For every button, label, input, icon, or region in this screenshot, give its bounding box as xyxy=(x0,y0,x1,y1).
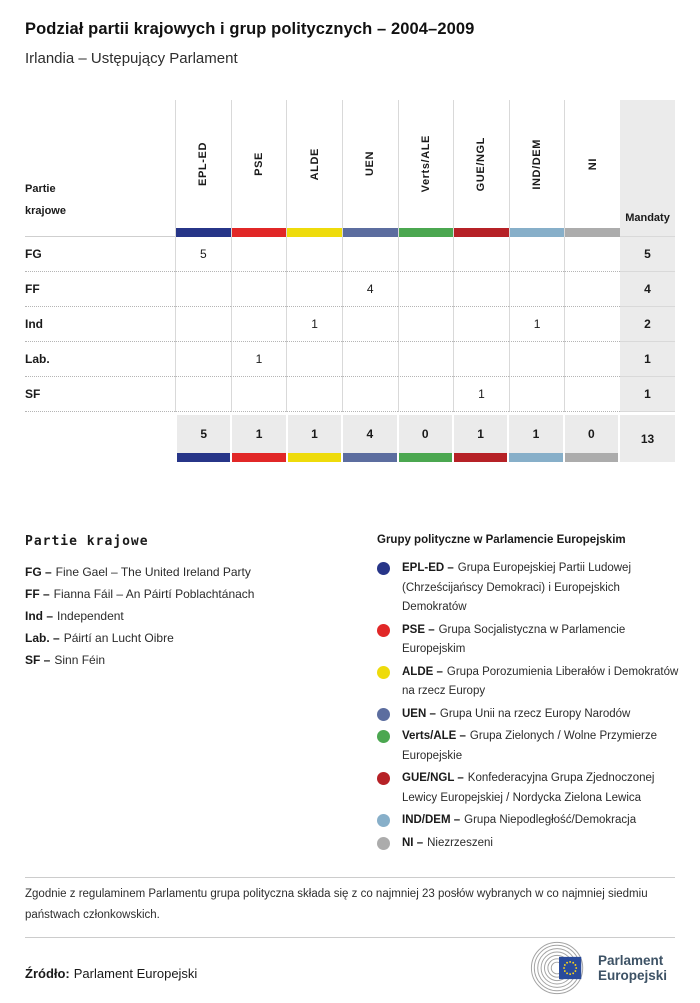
total-cell: 5 xyxy=(177,415,230,453)
legend-dot xyxy=(377,837,390,850)
color-bar xyxy=(287,228,342,237)
party-legend-title: Partie krajowe xyxy=(25,534,149,549)
color-bar xyxy=(288,453,341,462)
total-cell: 0 xyxy=(399,415,452,453)
mandaty-cell: 4 xyxy=(620,272,675,307)
legend-item: UEN – Grupa Unii na rzecz Europy Narodów xyxy=(377,705,679,725)
color-bar xyxy=(510,228,565,237)
group-legend-title: Grupy polityczne w Parlamencie Europejskim xyxy=(377,534,626,546)
page-subtitle: Irlandia – Ustępujący Parlament xyxy=(25,50,238,67)
color-bar xyxy=(176,228,231,237)
legend-item: NI – Niezrzeszeni xyxy=(377,834,679,854)
group-header: NI xyxy=(564,100,620,237)
table-row xyxy=(25,307,675,342)
table-cell xyxy=(398,342,454,377)
table-cell xyxy=(453,237,509,272)
table-cell xyxy=(231,377,287,412)
logo-text: Parlament Europejski xyxy=(598,952,668,983)
european-parliament-logo xyxy=(529,941,667,995)
legend-item: SF – Sinn Féin xyxy=(25,653,106,667)
legend-item: PSE – Grupa Socjalistyczna w Parlamencie Europejskim xyxy=(377,621,679,660)
table-cell xyxy=(398,377,454,412)
mandaty-total-cell: 13 xyxy=(620,415,675,462)
party-label: FF xyxy=(25,272,175,307)
table-cell xyxy=(342,237,398,272)
table-cell xyxy=(175,307,231,342)
group-header: ALDE xyxy=(286,100,342,237)
table-cell xyxy=(564,377,620,412)
total-cell: 0 xyxy=(565,415,618,453)
total-cell: 1 xyxy=(454,415,507,453)
group-header: UEN xyxy=(342,100,398,237)
table-row xyxy=(25,272,675,307)
table-cell xyxy=(564,307,620,342)
table-row xyxy=(25,377,675,412)
table-cell xyxy=(564,237,620,272)
group-header: Verts/ALE xyxy=(398,100,454,237)
table-cell xyxy=(509,342,565,377)
group-header: IND/DEM xyxy=(509,100,565,237)
table-row xyxy=(25,237,675,272)
table-cell xyxy=(231,237,287,272)
legend-dot xyxy=(377,814,390,827)
legend-item: ALDE – Grupa Porozumienia Liberałów i Demokratów na rzecz Europy xyxy=(377,663,679,702)
color-bar xyxy=(343,228,398,237)
legend-item: GUE/NGL – Konfederacyjna Grupa Zjednoczonej Lewicy Europejskiej / Nordycka Zielona Lewica xyxy=(377,769,679,808)
table-header-row xyxy=(25,100,675,237)
color-bar xyxy=(343,453,396,462)
table-cell xyxy=(175,377,231,412)
divider xyxy=(25,937,675,938)
parliament-hemicycle-icon xyxy=(529,941,589,995)
total-cell: 1 xyxy=(288,415,341,453)
source-label: Źródło: xyxy=(25,966,70,981)
table-cell xyxy=(564,272,620,307)
party-label: FG xyxy=(25,237,175,272)
total-cell: 4 xyxy=(343,415,396,453)
table-cell xyxy=(286,342,342,377)
legend-dot xyxy=(377,730,390,743)
color-bar xyxy=(509,453,562,462)
table-cell: 5 xyxy=(175,237,231,272)
color-bar xyxy=(565,228,620,237)
table-cell xyxy=(342,377,398,412)
footnote: Zgodnie z regulaminem Parlamentu grupa polityczna składa się z co najmniej 23 posłów wybranych w co najmniej siedmiu państwach członkowskich. xyxy=(25,888,648,921)
color-bar xyxy=(399,453,452,462)
divider xyxy=(25,877,675,878)
table-cell xyxy=(231,272,287,307)
table-cell: 1 xyxy=(509,307,565,342)
legend-dot xyxy=(377,624,390,637)
source-value: Parlament Europejski xyxy=(73,966,198,981)
group-legend xyxy=(377,534,679,856)
seats-table xyxy=(25,100,675,462)
table-cell xyxy=(509,272,565,307)
table-cell xyxy=(398,307,454,342)
mandaty-cell: 1 xyxy=(620,377,675,412)
table-cell xyxy=(398,237,454,272)
total-cell: 1 xyxy=(232,415,285,453)
table-cell: 1 xyxy=(453,377,509,412)
table-cell xyxy=(286,272,342,307)
color-bar xyxy=(232,228,287,237)
table-cell xyxy=(175,342,231,377)
legend-item: Verts/ALE – Grupa Zielonych / Wolne Przymierze Europejskie xyxy=(377,727,679,766)
table-cell: 1 xyxy=(231,342,287,377)
legend-item: IND/DEM – Grupa Niepodległość/Demokracja xyxy=(377,811,679,831)
page-title: Podział partii krajowych i grup politycznych – 2004–2009 xyxy=(25,20,475,38)
legend-dot xyxy=(377,666,390,679)
mandaty-cell: 5 xyxy=(620,237,675,272)
group-header: EPL-ED xyxy=(175,100,231,237)
legend-dot xyxy=(377,562,390,575)
table-cell xyxy=(509,377,565,412)
color-bar xyxy=(454,453,507,462)
legend-item: Ind – Independent xyxy=(25,609,124,623)
mandaty-cell: 2 xyxy=(620,307,675,342)
legend-item: FF – Fianna Fáil – An Páirtí Poblachtánach xyxy=(25,587,255,601)
table-cell xyxy=(453,307,509,342)
party-legend xyxy=(25,534,360,671)
legend-dot xyxy=(377,772,390,785)
row-header-label: Partie krajowe xyxy=(25,100,175,237)
totals-row xyxy=(25,415,675,462)
table-cell xyxy=(286,237,342,272)
table-row xyxy=(25,342,675,377)
totals-spacer xyxy=(25,415,175,462)
total-cell: 1 xyxy=(509,415,562,453)
legend-item: FG – Fine Gael – The United Ireland Party xyxy=(25,565,251,579)
source-line xyxy=(25,966,197,981)
table-cell xyxy=(453,272,509,307)
color-bar xyxy=(232,453,285,462)
legend-item: EPL-ED – Grupa Europejskiej Partii Ludowej (Chrześcijańscy Demokraci) i Europejskich Demokratów xyxy=(377,559,679,618)
group-header: PSE xyxy=(231,100,287,237)
table-cell xyxy=(564,342,620,377)
color-bar xyxy=(399,228,454,237)
mandaty-cell: 1 xyxy=(620,342,675,377)
party-label: Lab. xyxy=(25,342,175,377)
table-cell xyxy=(453,342,509,377)
color-bar xyxy=(454,228,509,237)
legend-dot xyxy=(377,708,390,721)
mandaty-header: Mandaty xyxy=(620,100,675,237)
table-cell xyxy=(231,307,287,342)
table-cell xyxy=(175,272,231,307)
color-bar xyxy=(177,453,230,462)
color-bar xyxy=(565,453,618,462)
legend-item: Lab. – Páirtí an Lucht Oibre xyxy=(25,631,174,645)
table-cell xyxy=(342,307,398,342)
table-cell xyxy=(342,342,398,377)
table-cell xyxy=(286,377,342,412)
table-cell: 4 xyxy=(342,272,398,307)
group-header: GUE/NGL xyxy=(453,100,509,237)
table-cell xyxy=(398,272,454,307)
eu-flag-icon xyxy=(559,957,581,979)
party-label: SF xyxy=(25,377,175,412)
table-cell: 1 xyxy=(286,307,342,342)
table-cell xyxy=(509,237,565,272)
party-label: Ind xyxy=(25,307,175,342)
